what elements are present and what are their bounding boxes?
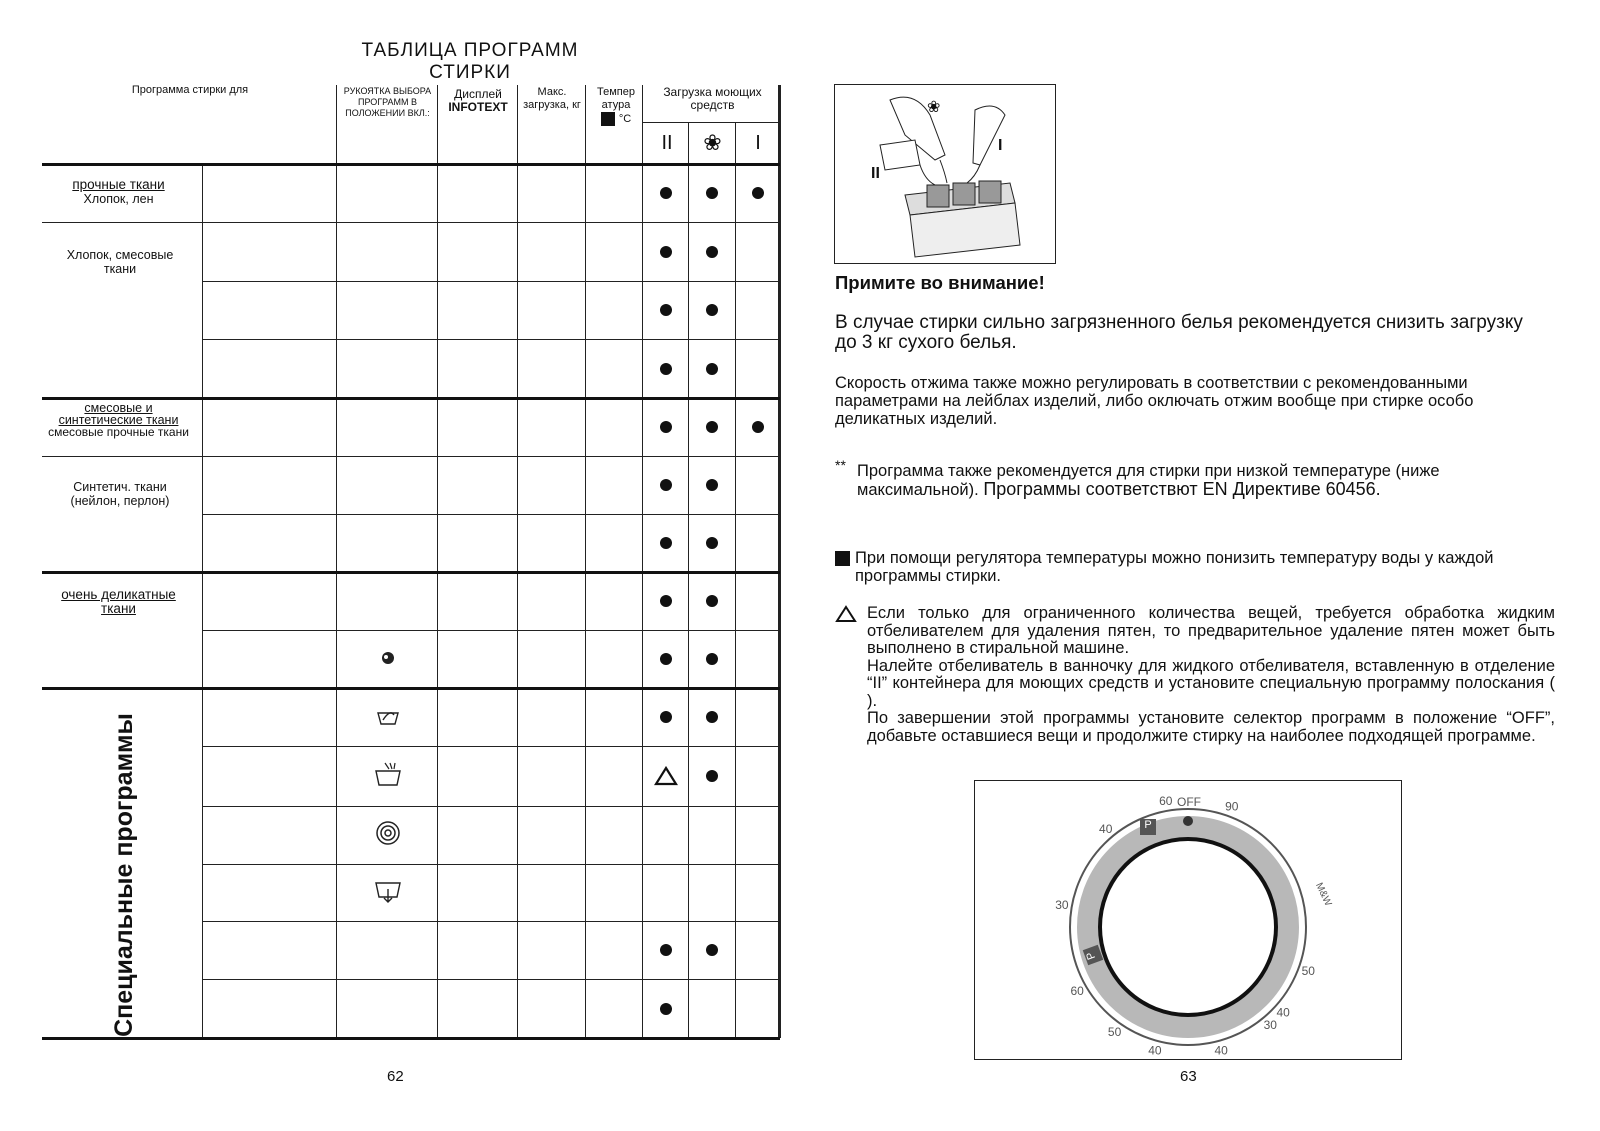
program-name [204,514,336,572]
temperature [586,398,642,456]
temperature [586,864,642,921]
temperature [586,222,642,281]
program-name [204,864,336,921]
group-delicate: очень деликатные ткани [61,587,176,616]
dial-p-label: P [1140,819,1156,835]
detergent-dot [643,979,688,1038]
dial-number-label: 50 [1301,963,1315,978]
dial-number-label: 60 [1159,793,1173,808]
selector-cell [338,630,437,688]
hand-program-icon [374,705,402,730]
display-text [438,164,517,222]
display-text [438,864,517,921]
display-text [438,572,517,630]
detergent-dot [643,456,688,514]
dial-number-label: 40 [1276,1005,1290,1020]
max-load [518,164,585,222]
detergent-dot [643,921,688,979]
detergent-dot [689,164,735,222]
note-temp-regulator: При помощи регулятора температуры можно понизить температуру воды у каждой программы стирки. [835,549,1555,585]
max-load [518,222,585,281]
bleach-triangle-icon [643,746,688,806]
display-text [438,514,517,572]
max-load [518,572,585,630]
program-dial [974,780,1402,1060]
header-display: Дисплей INFOTEXT [448,87,508,114]
temperature [586,456,642,514]
dial-number-label: 40 [1214,1043,1228,1058]
drawer-label-ii: II [871,165,880,182]
detergent-drawer-illustration [834,84,1056,264]
selector-cell [338,688,437,746]
group-synthetic: Синтетич. ткани (нейлон, перлон) [70,480,170,508]
temperature [586,572,642,630]
max-load [518,746,585,806]
temperature [586,630,642,688]
group-durable: прочные ткани Хлопок, лен [72,177,165,206]
temperature [586,514,642,572]
dial-number-label: 40 [1099,821,1113,836]
temperature [586,164,642,222]
program-name [204,164,336,222]
detergent-dot [689,281,735,339]
page-number-right: 63 [1180,1068,1197,1085]
max-load [518,979,585,1038]
display-text [438,921,517,979]
detergent-dot [643,688,688,746]
selector-cell [338,281,437,339]
dial-number-label: 50 [1107,1024,1122,1039]
compartment-i-icon: I [755,131,761,154]
temperature [586,921,642,979]
detergent-dot [643,572,688,630]
header-selector: РУКОЯТКА ВЫБОРА ПРОГРАММ В ПОЛОЖЕНИИ ВКЛ.: [343,86,432,118]
max-load [518,456,585,514]
detergent-dot [689,339,735,398]
detergent-dot [643,281,688,339]
max-load [518,864,585,921]
selector-cell [338,339,437,398]
softener-flower-icon: ❀ [703,130,722,155]
display-text [438,979,517,1038]
square-mark-icon [601,112,615,126]
temperature [586,979,642,1038]
display-text [438,281,517,339]
selector-cell [338,164,437,222]
header-program-for: Программа стирки для [131,84,249,96]
detergent-dot [689,630,735,688]
detergent-dot [736,398,779,456]
display-text [438,456,517,514]
note-bleach: Если только для ограниченного количества вещей, требуется обработка жидким отбеливателем для удаления пятен, то предварительное удаление пятен может быть выполнено в стиральной машине. Налейте отбеливатель в ванночку для жидкого отбеливателя, вставленную в отделение “II” контейнера для моющих средств и установите специальную программу полоскания ( ). По завершении этой программы установите селектор программ в положение “OFF”, добавьте оставшиеся вещи и продолжите стирку на наиболее подходящей программе. [835,605,1555,745]
square-mark-icon [835,551,850,566]
wool-program-icon [380,650,396,669]
max-load [518,921,585,979]
selector-cell [338,222,437,281]
detergent-dot [736,164,779,222]
program-name [204,921,336,979]
program-name [204,979,336,1038]
program-name [204,222,336,281]
display-text [438,222,517,281]
temperature [586,746,642,806]
program-name [204,806,336,864]
selector-cell [338,456,437,514]
note-spin-speed: Скорость отжима также можно регулировать в соответствии с рекомендованными параметрами на лейблах изделий, либо оключать отжим вообще при стирке особо деликатных изделий. [835,374,1474,428]
max-load [518,514,585,572]
program-name [204,398,336,456]
warning-triangle-icon [835,605,857,623]
dial-number-label: 60 [1070,984,1084,998]
detergent-dot [689,688,735,746]
detergent-dot [643,630,688,688]
temperature [586,806,642,864]
detergent-dot [689,222,735,281]
program-name [204,746,336,806]
selector-cell [338,398,437,456]
header-max-load: Макс. загрузка, кг [523,86,581,111]
selector-cell [338,572,437,630]
selector-cell [338,921,437,979]
program-name [204,630,336,688]
dial-number-label: 90 [1225,799,1239,814]
page-title: ТАБЛИЦА ПРОГРАММ СТИРКИ [361,40,579,83]
note-title: Примите во внимание! [835,272,1045,293]
detergent-dot [689,572,735,630]
temperature [586,281,642,339]
dial-p-label: P [1083,945,1104,966]
drawer-flower-icon: ❀ [927,99,941,116]
display-text [438,746,517,806]
max-load [518,339,585,398]
group-cotton-mixed: Хлопок, смесовые ткани [66,248,174,276]
display-text [438,688,517,746]
temperature [586,688,642,746]
dial-off-label: OFF [1177,795,1201,809]
note-low-temp: ** Программа также рекомендуется для стирки при низкой температуре (ниже максимальной). Программы соответствют EN Директиве 60456. [835,457,1440,499]
detergent-dot [689,746,735,806]
max-load [518,398,585,456]
detergent-dot [689,514,735,572]
max-load [518,630,585,688]
detergent-dot [689,921,735,979]
detergent-dot [643,164,688,222]
group-mixed-synthetic: смесовые и синтетические ткани смесовые прочные ткани [48,401,189,439]
selector-cell [338,514,437,572]
display-text [438,398,517,456]
program-name [204,688,336,746]
drain-program-icon [373,877,403,908]
dial-number-label: 30 [1263,1018,1277,1033]
dial-number-label: 40 [1148,1043,1162,1058]
page-number-left: 62 [387,1068,404,1085]
display-text [438,806,517,864]
program-name [204,456,336,514]
selector-cell [338,864,437,921]
dial-number-label: 30 [1055,897,1069,912]
detergent-dot [643,514,688,572]
compartment-ii-icon: II [661,131,673,154]
program-name [204,281,336,339]
selector-cell [338,806,437,864]
selector-cell [338,979,437,1038]
spin-program-icon [375,820,401,851]
max-load [518,688,585,746]
group-special: Специальные программы [110,713,139,1037]
program-name [204,339,336,398]
header-detergent: Загрузка моющих средств [663,85,762,112]
program-name [204,572,336,630]
max-load [518,281,585,339]
dial-mw-label: M&W [1313,881,1334,908]
detergent-dot [643,398,688,456]
detergent-dot [689,398,735,456]
max-load [518,806,585,864]
note-heavy-soil: В случае стирки сильно загрязненного белья рекомендуется снизить загрузку до 3 кг сухого белья. [835,312,1523,353]
display-text [438,339,517,398]
header-temp: Темпер атура °C [597,86,635,125]
drawer-label-i: I [998,137,1003,154]
detergent-dot [689,456,735,514]
rinse-program-icon [373,761,403,792]
detergent-dot [643,339,688,398]
detergent-dot [643,222,688,281]
display-text [438,630,517,688]
temperature [586,339,642,398]
selector-cell [338,746,437,806]
